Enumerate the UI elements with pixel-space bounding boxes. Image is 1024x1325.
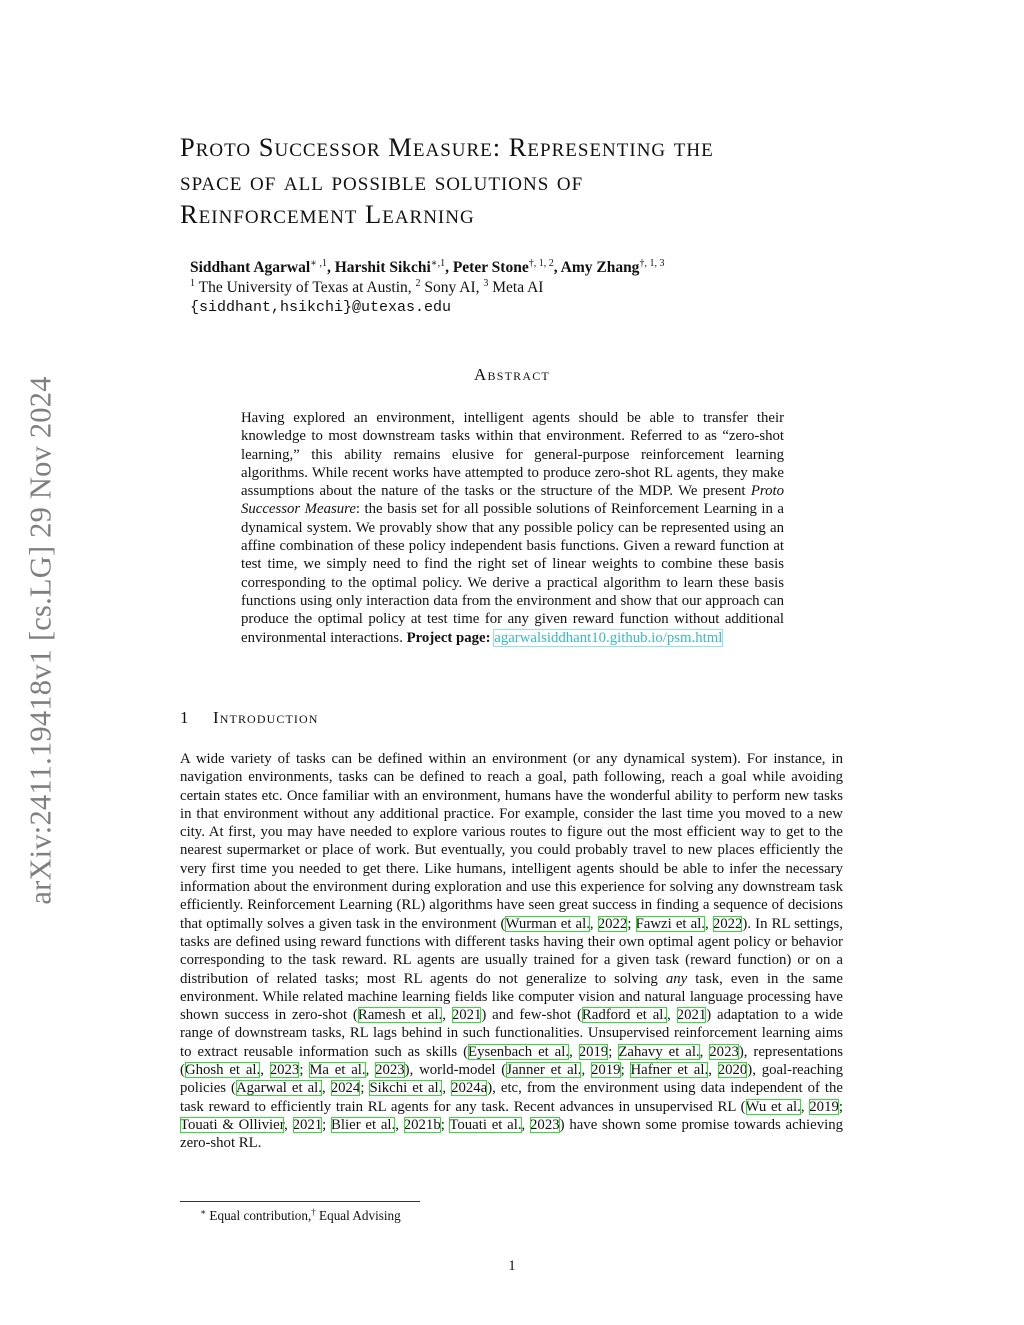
paragraph-text: , — [521, 1116, 531, 1133]
citation-link[interactable]: Zahavy et al. — [618, 1043, 700, 1060]
affiliation-name: The University of Texas at Austin, — [198, 279, 412, 296]
paragraph-text: , — [365, 1062, 376, 1079]
paragraph-text: , — [589, 915, 598, 932]
citation-link[interactable]: 2019 — [809, 1098, 839, 1115]
citation-link[interactable]: 2024 — [330, 1080, 361, 1097]
paragraph-text: ; — [608, 1043, 619, 1060]
paragraph-text: , — [284, 1116, 293, 1133]
paragraph-text: , — [442, 1007, 452, 1024]
paragraph-text: ), goal-reaching policies ( — [180, 1062, 844, 1097]
citation-link[interactable]: Sikchi et al. — [369, 1080, 443, 1097]
paragraph-text: ; — [299, 1062, 310, 1079]
citation-link[interactable]: 2019 — [590, 1062, 621, 1079]
paragraph-text: ; — [627, 915, 636, 932]
footnote-mark: ∗ — [200, 1207, 207, 1217]
paragraph-text: , — [442, 1080, 452, 1097]
project-page-label: Project page: — [406, 629, 491, 646]
citation-link[interactable]: Touati & Ollivier — [180, 1116, 285, 1133]
section-heading — [180, 708, 319, 728]
arxiv-identifier: arXiv:2411.19418v1 [cs.LG] 29 Nov 2024 — [23, 375, 58, 905]
citation-link[interactable]: Hafner et al. — [630, 1062, 709, 1079]
title-line: Reinforcement Learning — [180, 199, 475, 229]
title-line: space of all possible solutions of — [180, 165, 584, 196]
footnote-divider — [180, 1201, 420, 1202]
author-name: Harshit Sikchi — [334, 259, 431, 276]
citation-link[interactable]: 2019 — [578, 1043, 609, 1060]
paragraph-text: ; — [838, 1098, 843, 1115]
title-line: Proto Successor Measure: Representing the — [180, 132, 714, 162]
citation-link[interactable]: Ghosh et al. — [184, 1062, 261, 1079]
author-block — [190, 258, 850, 318]
footnote-text: Equal contribution, — [206, 1208, 312, 1223]
paragraph-text: , — [705, 915, 713, 932]
paragraph-text: ), representations ( — [180, 1043, 844, 1079]
citation-link[interactable]: Agarwal et al. — [235, 1080, 322, 1097]
affiliations — [190, 278, 850, 298]
citation-link[interactable]: Wurman et al. — [505, 915, 590, 932]
paragraph-text: ), etc, from the environment using data independent of the task reward to efficiently train RL agents for any task. Recent advances in unsupervised RL ( — [180, 1080, 843, 1115]
affiliation-mark: 1 — [190, 278, 195, 289]
citation-link[interactable]: 2020 — [717, 1062, 748, 1079]
citation-link[interactable]: 2022 — [597, 915, 628, 932]
citation-link[interactable]: 2023 — [375, 1062, 405, 1079]
citation-link[interactable]: Ramesh et al. — [357, 1007, 443, 1024]
paragraph-text: ; — [440, 1116, 450, 1133]
paragraph-text: , — [667, 1007, 677, 1024]
author-marks: †, 1, 2 — [528, 258, 554, 269]
author-marks: †, 1, 3 — [639, 258, 665, 269]
author-email: {siddhant,hsikchi}@utexas.edu — [190, 299, 452, 316]
paragraph-text: ) and few-shot ( — [481, 1007, 582, 1024]
citation-link[interactable]: 2024a — [451, 1080, 488, 1097]
paper-title — [180, 131, 860, 232]
project-page-link[interactable]: agarwalsiddhant10.github.io/psm.html — [494, 629, 723, 646]
affiliation-mark: 3 — [483, 278, 489, 289]
paragraph-text: , — [395, 1116, 404, 1133]
abstract-heading: Abstract — [474, 365, 550, 384]
citation-link[interactable]: 2023 — [530, 1116, 560, 1133]
paragraph-text: , — [581, 1062, 591, 1079]
author-marks: ∗,1 — [430, 258, 446, 269]
introduction-paragraph — [180, 750, 843, 1153]
paragraph-text: , — [708, 1062, 718, 1079]
section-title: Introduction — [213, 708, 319, 727]
abstract-text: Having explored an environment, intelligent agents should be able to transfer their knowledge to most downstream tasks within that environment. Referred to as “zero-shot learning,” this ability remains elusive for general-purpose reinforcement learning algorithms. While recent works have attempted to produce zero-shot RL agents, they make assumptions about the nature of the tasks or the structure of the MDP. We present — [241, 410, 784, 500]
citation-link[interactable]: Fawzi et al. — [635, 915, 706, 932]
paragraph-text: ; — [620, 1062, 631, 1079]
paragraph-text: task, even in the same environment. While related machine learning fields like computer vision and natural language processing have shown success in zero-shot ( — [180, 970, 843, 1024]
author-marks: ∗ ,1 — [310, 258, 327, 269]
paragraph-text: ) have shown some promise towards achieving zero-shot RL. — [180, 1116, 844, 1152]
paragraph-text: ) adaptation to a wide range of downstream tasks, RL lags behind in such functionalities. Unsupervised reinforcement learning aims to extract reusable information such as skills ( — [180, 1007, 844, 1060]
citation-link[interactable]: Janner et al. — [506, 1062, 582, 1079]
author-list: Siddhant Agarwal$^{∗ ,1}$, Harshit Sikchi$^{∗,1}$, Peter Stone$^{\dagger, 1, 2}$, Amy Zhang$^{\dagger, 1, 3}$ — [190, 258, 665, 276]
abstract-text: : the basis set for all possible solutions of Reinforcement Learning in a dynamical system. We provably show that any possible policy can be represented using an affine combination of these policy independent basis functions. Given a reward function at test time, we simply need to find the right set of linear weights to combine these basis corresponding to the optimal policy. We derive a practical algorithm to learn these basis functions using only interaction data from the environment and show that our approach can produce the optimal policy at test time for any given reward function without additional environmental interactions. — [241, 501, 784, 646]
affiliation-name: Meta AI — [492, 279, 544, 296]
paragraph-text: ), world-model ( — [404, 1062, 507, 1079]
section-number: 1 — [180, 708, 190, 727]
paragraph-text: A wide variety of tasks can be defined within an environment (or any dynamical system). For instance, in navigation environments, tasks can be defined to reach a goal, path following, reach a goal while avoiding certain states etc. Once familiar with an environment, humans have the wonderful ability to perform new tasks in that environment without any additional practice. For example, consider the last time you moved to a new city. At first, you may have needed to explore various routes to figure out the most efficient way to get to the nearest supermarket or place of work. But eventually, you could probably travel to new places efficiently the very first time you needed to get there. Like humans, intelligent agents should be able to infer the necessary information about the environment during exploration and use this experience for solving any downstream task efficiently. Reinforcement Learning (RL) algorithms have seen great success in finding a sequence of decisions that optimally solves a given task in the environment ( — [180, 751, 843, 932]
paragraph-text: ; — [322, 1116, 332, 1133]
footnote — [200, 1207, 401, 1224]
affiliation-name: Sony AI, — [424, 279, 480, 296]
paragraph-text: , — [800, 1098, 810, 1115]
footnote-text: Equal Advising — [315, 1208, 401, 1223]
author-name: Amy Zhang — [560, 259, 640, 276]
citation-link[interactable]: Eysenbach et al. — [468, 1043, 570, 1060]
citation-link[interactable]: 2021 — [451, 1007, 482, 1024]
citation-link[interactable]: Ma et al. — [309, 1062, 366, 1079]
abstract-method-name: Proto Successor Measure — [241, 483, 784, 518]
author-name: Peter Stone — [452, 259, 529, 276]
paragraph-text: , — [260, 1062, 270, 1079]
citation-link[interactable]: 2023 — [709, 1043, 739, 1060]
citation-link[interactable]: 2021b — [403, 1116, 441, 1133]
emphasis-text: any — [665, 970, 688, 987]
arxiv-side-stamp — [10, 340, 72, 940]
paragraph-text: , — [569, 1043, 579, 1060]
citation-link[interactable]: 2022 — [712, 915, 743, 932]
citation-link[interactable]: Touati et al. — [449, 1116, 522, 1133]
author-name: Siddhant Agarwal — [190, 259, 311, 276]
paragraph-text: ). In RL settings, tasks are defined using reward functions with different tasks having their own optimal agent policy or behavior corresponding to the task reward. RL agents are usually trained for a given task (reward function) or on a distribution of related tasks; most RL agents do not generalize to solving — [180, 915, 843, 987]
citation-link[interactable]: Wu et al. — [745, 1098, 801, 1115]
page-number: 1 — [508, 1258, 516, 1274]
citation-link[interactable]: Blier et al. — [331, 1116, 396, 1133]
citation-link[interactable]: 2021 — [676, 1007, 707, 1024]
affiliation-mark: 2 — [415, 278, 421, 289]
citation-link[interactable]: 2023 — [269, 1062, 300, 1079]
footnote-mark: † — [311, 1207, 316, 1217]
paragraph-text: ; — [360, 1080, 370, 1097]
paragraph-text: , — [699, 1043, 710, 1060]
paragraph-text: , — [322, 1080, 331, 1097]
citation-link[interactable]: Radford et al. — [581, 1007, 668, 1024]
citation-link[interactable]: 2021 — [292, 1116, 323, 1133]
abstract-body — [241, 409, 784, 647]
